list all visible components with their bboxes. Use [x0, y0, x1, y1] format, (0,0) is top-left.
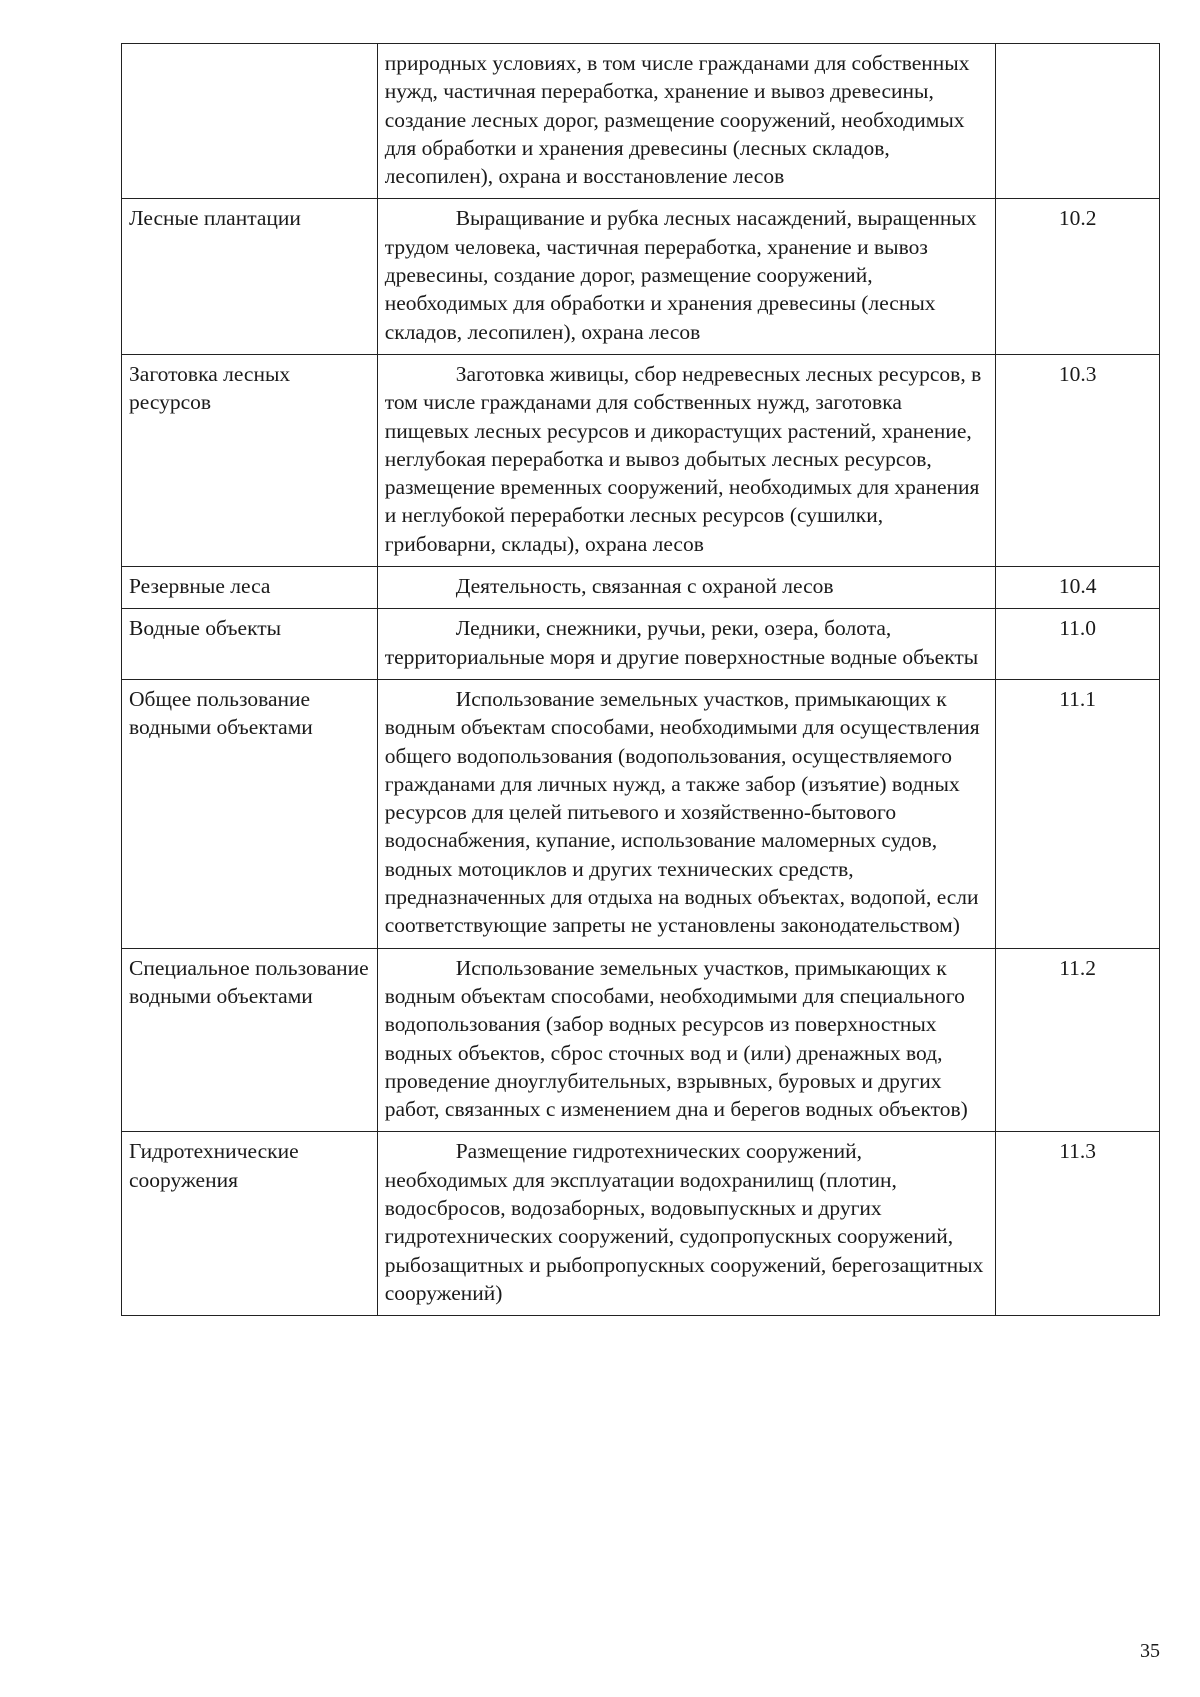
table-cell-code: 11.0 — [996, 609, 1160, 680]
table-cell-name: Специальное пользование водными объектами — [122, 948, 378, 1132]
table-cell-description — [377, 199, 996, 354]
table-cell-name: Резервные леса — [122, 567, 378, 609]
table-row — [122, 354, 1160, 566]
table-row — [122, 679, 1160, 948]
table-cell-description — [377, 1132, 996, 1316]
table-cell-code: 10.2 — [996, 199, 1160, 354]
table-cell-code — [996, 44, 1160, 199]
table-cell-name: Гидротехнические сооружения — [122, 1132, 378, 1316]
table-cell-code: 11.2 — [996, 948, 1160, 1132]
table-row — [122, 609, 1160, 680]
table-cell-description — [377, 44, 996, 199]
table-cell-description — [377, 679, 996, 948]
table-cell-code: 10.4 — [996, 567, 1160, 609]
description-text: Выращивание и рубка лесных насаждений, выращенных трудом человека, частичная переработка, хранение и вывоз древесины, создание дорог, размещение сооружений, необходимых для обработки и хранения древесины (лесных складов, лесопилен), охрана лесов — [384, 206, 977, 344]
table-body — [122, 44, 1160, 1316]
description-text: Использование земельных участков, примыкающих к водным объектам способами, необходимыми для специального водопользования (забор водных ресурсов из поверхностных водных объектов, сброс сточных вод и (или) дренажных вод, проведение дноуглубительных, взрывных, буровых и других работ, связанных с изменением дна и берегов водных объектов) — [384, 955, 968, 1122]
table-cell-description — [377, 354, 996, 566]
table-cell-name: Заготовка лесных ресурсов — [122, 354, 378, 566]
land-use-table — [121, 43, 1160, 1316]
table-row — [122, 1132, 1160, 1316]
table-cell-name: Общее пользование водными объектами — [122, 679, 378, 948]
table-row — [122, 199, 1160, 354]
table-cell-description — [377, 609, 996, 680]
table-cell-description — [377, 567, 996, 609]
page-number: 35 — [1140, 1640, 1160, 1662]
description-text: Заготовка живицы, сбор недревесных лесных ресурсов, в том числе гражданами для собственных нужд, заготовка пищевых лесных ресурсов и дикорастущих растений, хранение, неглубокая переработка и вывоз добытых лесных ресурсов, размещение временных сооружений, необходимых для хранения и неглубокой переработки лесных ресурсов (сушилки, грибоварни, склады), охрана лесов — [384, 361, 982, 556]
table-row — [122, 948, 1160, 1132]
table-cell-code: 10.3 — [996, 354, 1160, 566]
table-cell-code: 11.1 — [996, 679, 1160, 948]
table-cell-description — [377, 948, 996, 1132]
table-cell-code: 11.3 — [996, 1132, 1160, 1316]
table-row — [122, 567, 1160, 609]
description-text: Размещение гидротехнических сооружений, необходимых для эксплуатации водохранилищ (плотин, водосбросов, водозаборных, водовыпускных и других гидротехнических сооружений, судопропускных сооружений, рыбозащитных и рыбопропускных сооружений, берегозащитных сооружений) — [384, 1139, 984, 1305]
table-row — [122, 44, 1160, 199]
table-cell-name — [122, 44, 378, 199]
table-cell-name: Водные объекты — [122, 609, 378, 680]
description-text: Использование земельных участков, примыкающих к водным объектам способами, необходимыми для осуществления общего водопользования (водопользования, осуществляемого гражданами для личных нужд, а также забор (изъятие) водных ресурсов для целей питьевого и хозяйственно-бытового водоснабжения, купание, использование маломерных судов, водных мотоциклов и других технических средств, предназначенных для отдыха на водных объектах, водопой, если соответствующие запреты не установлены законодательством) — [384, 686, 980, 938]
description-text: Ледники, снежники, ручьи, реки, озера, болота, территориальные моря и другие поверхностные водные объекты — [384, 616, 979, 669]
description-text: Деятельность, связанная с охраной лесов — [455, 574, 834, 599]
table-cell-name: Лесные плантации — [122, 199, 378, 354]
description-text: природных условиях, в том числе гражданами для собственных нужд, частичная переработка, хранение и вывоз древесины, создание лесных дорог, размещение сооружений, необходимых для обработки и хранения древесины (лесных складов, лесопилен), охрана и восстановление лесов — [384, 51, 970, 189]
